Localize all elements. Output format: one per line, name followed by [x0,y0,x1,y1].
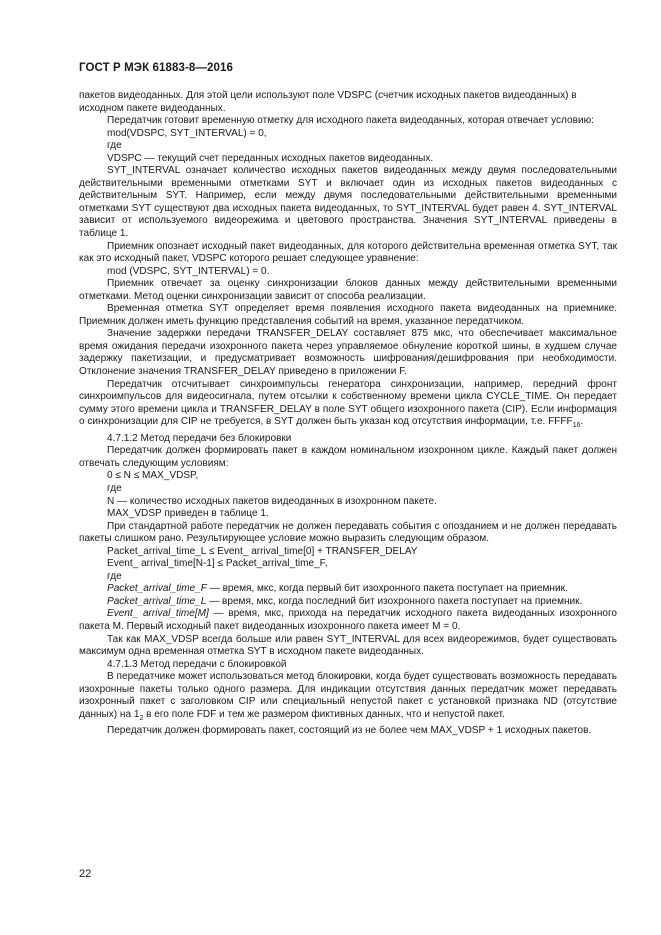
formula: mod (VDSPC, SYT_INTERVAL) = 0. [107,265,270,277]
formula: mod(VDSPC, SYT_INTERVAL) = 0, [107,127,267,139]
definition-text: — время, мкс, прихода на передатчик исходного пакета видеоданных изохронного пакета М. Первый исходный пакет видеоданных изохронного пакета имеет М = 0. [79,608,617,632]
paragraph: Временная отметка SYT определяет время появления исходного пакета видеоданных на приемнике. Приемник должен иметь функцию представления событий на время, указанное передатчиком. [79,303,617,327]
formula: Packet_arrival_time_L ≤ Event_ arrival_time[0] + TRANSFER_DELAY [107,545,418,557]
formula: Event_ arrival_time[N-1] ≤ Packet_arrival_time_F, [107,558,328,570]
subscript: 16 [572,422,581,430]
paragraph-text: Передатчик отсчитывает синхроимпульсы генератора синхронизации, например, передний фронт синхроимпульсов для видеосигнала, путем отсылки к собственному времени цикла CYCLE_TIME. Он передает сумму этого времени цикла и TRANSFER_DELAY в поле SYT общего изохронного пакета (CIP). Если информация о синхронизации для CIP не требуется, в SYT должен быть указан код отсутствия информации, т.е. FFFF [79,378,617,428]
term: Event_ arrival_time[M] [107,608,209,620]
paragraph: Передатчик должен формировать пакет, состоящий из не более чем MAX_VDSP + 1 исходных пакетов. [107,725,592,737]
definition [79,608,617,633]
term: Packet_arrival_time_F [107,583,207,595]
definition-text: — время, мкс, когда первый бит изохронного пакета поступает на приемник. [206,583,568,595]
paragraph: Значение задержки передачи TRANSFER_DELAY составляет 875 мкс, что обеспечивает максимальное время ожидания передачи изохронного пакета через управляемое обнуление короткой шины, в худшем случае задержку пакетизации, и предусматривает возможность шифрования/дешифрования при необходимости. Отклонение значения TRANSFER_DELAY приведено в приложении F. [79,328,617,378]
paragraph-end: в его поле FDF и тем же размером фиктивных данных, что и непустой пакет. [143,708,505,720]
where-label: где [107,570,122,582]
formula: 0 ≤ N ≤ MAX_VDSP, [107,470,199,482]
where-label: где [107,140,122,152]
paragraph: VDSPC — текущий счет переданных исходных пакетов видеоданных. [107,152,434,164]
paragraph: Передатчик готовит временную отметку для исходного пакета видеоданных, которая отвечает условию: [107,115,594,127]
where-label: где [107,482,122,494]
paragraph: Приемник опознает исходный пакет видеоданных, для которого действительна временная отметка SYT, так как это исходный пакет, VDSPC которого решает следующее уравнение: [79,240,617,265]
paragraph-text: В передатчике может использоваться метод блокировки, когда будет существовать возможность передавать изохронные пакеты только одного размера. Для индикации отсутствия данных передатчик может передавать изохронный пакет с заголовком CIP или специальный непустой пакет с установкой признака ND (отсутствие данных) на 1 [79,671,617,720]
paragraph: SYT_INTERVAL означает количество исходных пакетов видеоданных между двумя последовательными действительными временными отметками SYT и включает один из исходных пакетов видеоданных с действительным SYT. Например, если между двумя последовательными действительными временными отметками SYT существуют два исходных пакета видеоданных, то SYT_INTERVAL будет равен 4. SYT_INTERVAL зависит от используемого видеорежима и цветового пространства. Значения SYT_INTERVAL приведены в таблице 1. [79,165,617,240]
definition [79,583,617,596]
section-heading: 4.7.1.3 Метод передачи с блокировкой [107,658,287,670]
definition-text: — время, мкс, когда последний бит изохронного пакета поступает на приемник. [206,595,583,607]
paragraph-end: . [580,416,584,428]
standard-header: ГОСТ Р МЭК 61883-8—2016 [79,62,233,74]
paragraph: При стандартной работе передатчик не должен передавать события с опозданием и не должен передавать пакеты слишком рано. Результирующее условие можно выразить следующим образом. [79,520,617,545]
section-heading: 4.7.1.2 Метод передачи без блокировки [107,432,292,444]
paragraph: Так как MAX_VDSP всегда больше или равен SYT_INTERVAL для всех видеорежимов, будет существовать максимум одна временная отметка SYT в исходном пакете видеоданных. [79,633,617,658]
paragraph: Передатчик должен формировать пакет в каждом номинальном изохронном цикле. Каждый пакет должен отвечать следующим условиям: [79,445,617,469]
body-text [79,90,617,738]
page-number: 22 [79,868,92,880]
paragraph: пакетов видеоданных. Для этой цели используют поле VDSPC (счетчик исходных пакетов видеоданных) в исходном пакете видеоданных. [79,90,577,114]
definition [79,596,617,609]
term: Packet_arrival_time_L [107,595,207,607]
paragraph: Приемник отвечает за оценку синхронизации блоков данных между действительными временными отметками. Метод оценки синхронизации зависит от способа реализации. [79,278,617,302]
paragraph [79,379,617,433]
subscript: 2 [139,714,144,722]
paragraph [79,671,617,725]
paragraph: N — количество исходных пакетов видеоданных в изохронном пакете. [107,495,437,507]
paragraph: MAX_VDSP приведен в таблице 1. [107,508,269,520]
